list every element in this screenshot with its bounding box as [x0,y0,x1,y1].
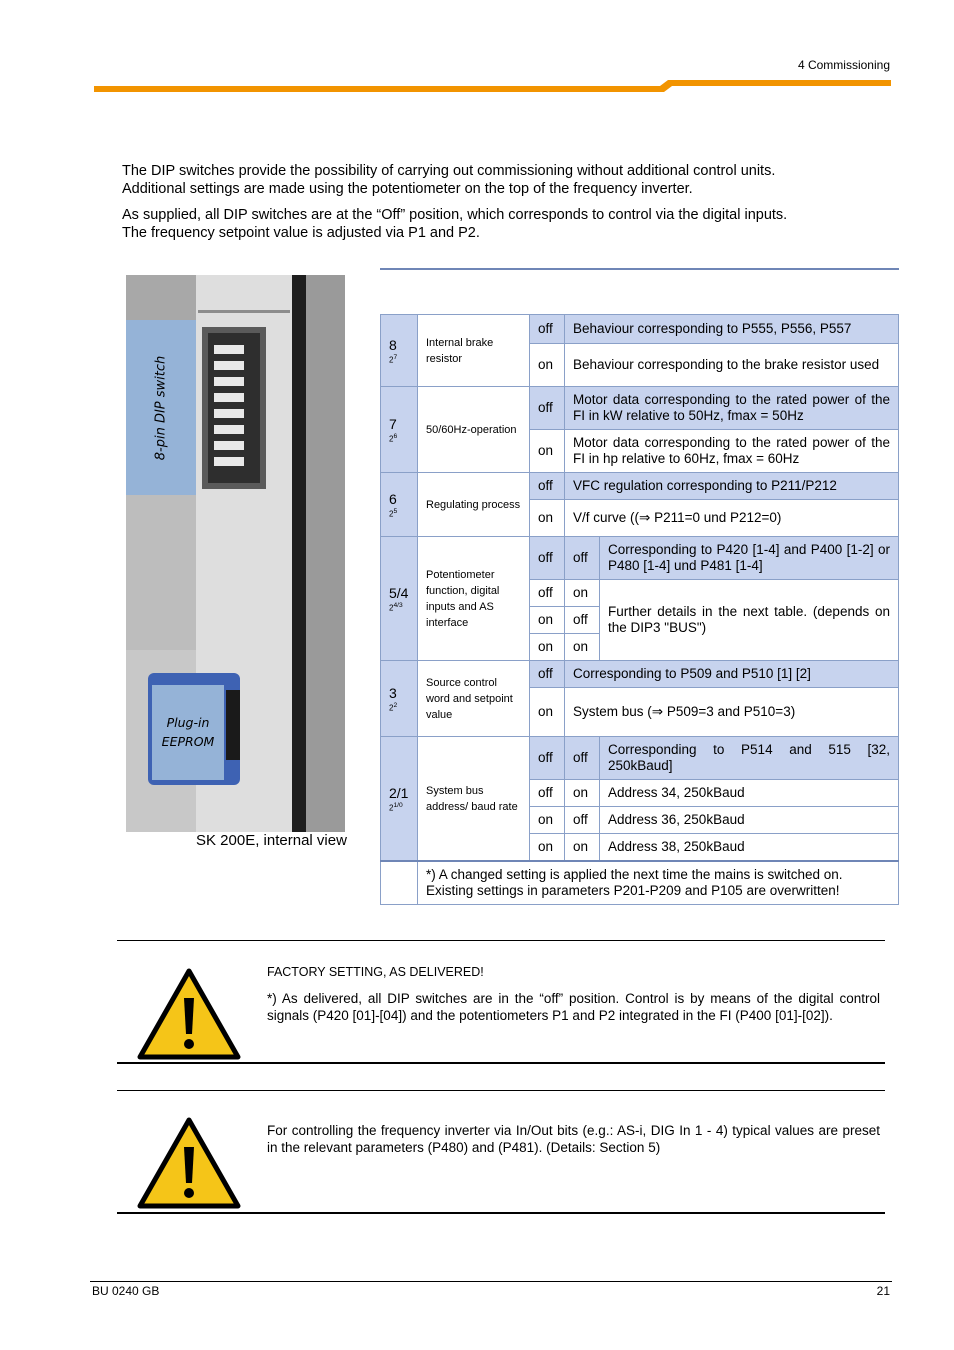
switch-21-b4: on [565,834,600,862]
switch-21-text2: Address 34, 250kBaud [600,780,899,807]
switch-54-a4: on [530,634,565,661]
switch-3-on: on [530,688,565,737]
switch-6-on: on [530,500,565,537]
switch-21-text1: Corresponding to P514 and 515 [32, 250kBaud] [600,737,899,780]
footer-page-number: 21 [876,1284,890,1298]
switch-3-off: off [530,661,565,688]
switch-7-desc: 50/60Hz-operation [418,387,530,473]
switch-7-on: on [530,430,565,473]
switch-8-number: 8 $2^7$ [381,315,418,387]
switch-6-on-text: V/f curve ((⇒ P211=0 und P212=0) [565,500,899,537]
switch-6-off-text: VFC regulation corresponding to P211/P212 [565,473,899,500]
switch-21-a3: on [530,807,565,834]
switch-54-b3: off [565,607,600,634]
switch-54-b1: off [565,537,600,580]
section-header: 4 Commissioning [797,58,890,72]
switch-54-b2: on [565,580,600,607]
switch-21-text3: Address 36, 250kBaud [600,807,899,834]
switch-21-b1: off [565,737,600,780]
switch-8-desc: Internal brake resistor [418,315,530,387]
switch-7-number: 7 $2^6$ [381,387,418,473]
eeprom-callout [152,685,224,780]
switch-54-text2: Further details in the next table. (depends on the DIP3 "BUS") [600,580,899,661]
dip-switch-table [380,314,899,905]
switch-54-a2: off [530,580,565,607]
switch-8-on: on [530,344,565,387]
warning2-top-rule [117,1090,885,1091]
switch-54-a3: on [530,607,565,634]
warning-triangle-icon [137,1117,241,1209]
switch-6-desc: Regulating process [418,473,530,537]
footer-doc-id: BU 0240 GB [92,1284,160,1298]
dip-switch-callout [126,320,196,495]
switch-6-number: 6 $2^5$ [381,473,418,537]
switch-7-off: off [530,387,565,430]
intro-paragraph-2: As supplied, all DIP switches are at the “Off” position, which corresponds to control via the digital inputs. The frequency setpoint value is adjusted via P1 and P2. [122,207,788,241]
warning-triangle-icon [137,968,241,1060]
switch-54-b4: on [565,634,600,661]
inverter-internal-photo [126,275,345,832]
dip-switch-label: 8-pin DIP switch [153,355,169,461]
switch-21-number: 2/1 $2^{1/0}$ [381,737,418,862]
eeprom-label-line2: EEPROM [161,734,215,749]
switch-7-off-text: Motor data corresponding to the rated power of the FI in kW relative to 50Hz, fmax = 50Hz [565,387,899,430]
switch-21-text4: Address 38, 250kBaud [600,834,899,862]
header-accent-bar [94,80,891,94]
warning1-bottom-rule [117,1062,885,1064]
switch-3-number: 3 $2^2$ [381,661,418,737]
warning1-title: FACTORY SETTING, AS DELIVERED! [267,965,484,979]
note-spacer-cell [381,861,418,905]
footer-rule [90,1281,892,1282]
switch-54-number: 5/4 $2^{4/3}$ [381,537,418,661]
table-row [381,315,899,344]
switch-21-b3: off [565,807,600,834]
switch-6-off: off [530,473,565,500]
photo-caption: SK 200E, internal view [196,832,347,849]
warning2-bottom-rule [117,1212,885,1214]
table-row [381,737,899,780]
switch-21-desc: System bus address/ baud rate [418,737,530,862]
switch-21-a1: off [530,737,565,780]
warning2-text: For controlling the frequency inverter via In/Out bits (e.g.: AS-i, DIG In 1 - 4) typical values are preset in the relevant parameters (P480) and (P481). (Details: Section 5) [267,1123,880,1155]
switch-21-a2: off [530,780,565,807]
switch-8-off: off [530,315,565,344]
table-footnote: *) A changed setting is applied the next time the mains is switched on. Existing settings in parameters P201-P209 and P105 are overwritten! [418,861,899,905]
warning1-text: *) As delivered, all DIP switches are in the “off” position. Control is by means of the digital control signals (P420 [01]-[04]) and the potentiometers P1 and P2 integrated in the FI (P400 [01]-[02]). [267,991,880,1023]
switch-21-a4: on [530,834,565,862]
eeprom-label-line1: Plug-in [166,715,210,730]
switch-54-desc: Potentiometer function, digital inputs and AS interface [418,537,530,661]
switch-3-off-text: Corresponding to P509 and P510 [1] [2] [565,661,899,688]
table-row [381,387,899,430]
table-row [381,661,899,688]
switch-54-a1: off [530,537,565,580]
warning1-top-rule [117,940,885,941]
switch-7-on-text: Motor data corresponding to the rated power of the FI in hp relative to 60Hz, fmax = 60Hz [565,430,899,473]
table-row [381,861,899,905]
table-top-rule [380,268,899,270]
switch-8-off-text: Behaviour corresponding to P555, P556, P557 [565,315,899,344]
table-row [381,537,899,580]
switch-3-desc: Source control word and setpoint value [418,661,530,737]
table-row [381,473,899,500]
switch-3-on-text: System bus (⇒ P509=3 and P510=3) [565,688,899,737]
intro-paragraph-1: The DIP switches provide the possibility of carrying out commissioning without additional control units. Additional settings are made using the potentiometer on the top of the frequency inverter. [122,163,776,197]
switch-54-text1: Corresponding to P420 [1-4] and P400 [1-2] or P480 [1-4] und P481 [1-4] [600,537,899,580]
switch-21-b2: on [565,780,600,807]
switch-8-on-text: Behaviour corresponding to the brake resistor used [565,344,899,387]
